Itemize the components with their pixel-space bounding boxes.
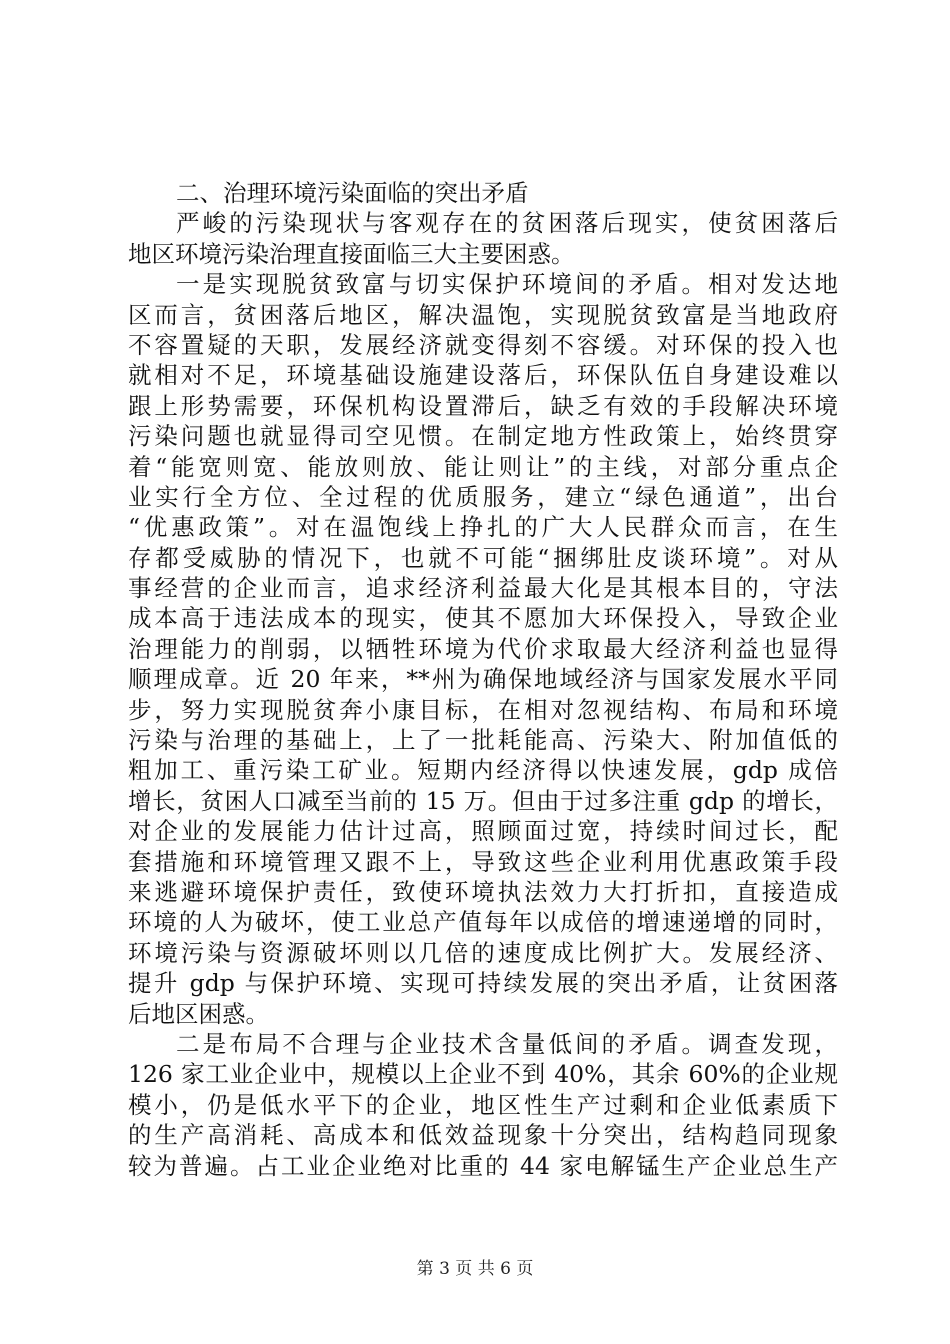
paragraph-line: 着“能宽则宽、能放则放、能让则让”的主线，对部分重点企 [128, 452, 838, 481]
paragraph-line: 存都受威胁的情况下，也就不可能“捆绑肚皮谈环境”。对从 [128, 543, 838, 572]
paragraph-line: 污染与治理的基础上，上了一批耗能高、污染大、附加值低的 [128, 726, 838, 755]
paragraph-line: 提升 gdp 与保护环境、实现可持续发展的突出矛盾，让贫困落 [128, 969, 838, 998]
paragraph-line: 二是布局不合理与企业技术含量低间的矛盾。调查发现， [176, 1029, 838, 1058]
paragraph-line: 套措施和环境管理又跟不上，导致这些企业利用优惠政策手段 [128, 847, 838, 876]
paragraph-line: 一是实现脱贫致富与切实保护环境间的矛盾。相对发达地 [176, 270, 838, 299]
paragraph-line: 区而言，贫困落后地区，解决温饱，实现脱贫致富是当地政府 [128, 300, 838, 329]
paragraph-line: 对企业的发展能力估计过高，照顾面过宽，持续时间过长，配 [128, 817, 838, 846]
paragraph-line: “优惠政策”。对在温饱线上挣扎的广大人民群众而言，在生 [128, 513, 838, 542]
paragraph-line: 的生产高消耗、高成本和低效益现象十分突出，结构趋同现象 [128, 1121, 838, 1150]
paragraph-line: 环境的人为破坏，使工业总产值每年以成倍的增速递增的同时， [128, 908, 838, 937]
paragraph-line: 顺理成章。近 20 年来，**州为确保地域经济与国家发展水平同 [128, 665, 838, 694]
paragraph-line: 治理能力的削弱，以牺牲环境为代价求取最大经济利益也显得 [128, 634, 838, 663]
paragraph-line: 就相对不足，环境基础设施建设落后，环保队伍自身建设难以 [128, 361, 838, 390]
paragraph-line: 成本高于违法成本的现实，使其不愿加大环保投入，导致企业 [128, 604, 838, 633]
document-body [128, 178, 838, 1181]
paragraph-line: 后地区困惑。 [128, 999, 269, 1028]
paragraph-line: 步，努力实现脱贫奔小康目标，在相对忽视结构、布局和环境 [128, 695, 838, 724]
paragraph-line: 较为普遍。占工业企业绝对比重的 44 家电解锰生产企业总生产 [128, 1151, 838, 1180]
section-heading: 二、治理环境污染面临的突出矛盾 [176, 179, 529, 207]
paragraph-line: 事经营的企业而言，追求经济利益最大化是其根本目的，守法 [128, 574, 838, 603]
page-footer: 第 3 页 共 6 页 [416, 1259, 534, 1279]
paragraph-line: 环境污染与资源破坏则以几倍的速度成比例扩大。发展经济、 [128, 938, 838, 967]
paragraph-line: 污染问题也就显得司空见惯。在制定地方性政策上，始终贯穿 [128, 422, 838, 451]
paragraph-line: 模小，仍是低水平下的企业，地区性生产过剩和企业低素质下 [128, 1090, 838, 1119]
paragraph-line: 跟上形势需要，环保机构设置滞后，缺乏有效的手段解决环境 [128, 391, 838, 420]
paragraph-line: 来逃避环境保护责任，致使环境执法效力大打折扣，直接造成 [128, 877, 838, 906]
paragraph-line: 增长，贫困人口减至当前的 15 万。但由于过多注重 gdp 的增长， [128, 786, 838, 815]
paragraph-line: 地区环境污染治理直接面临三大主要困惑。 [128, 239, 575, 268]
paragraph-line: 严峻的污染现状与客观存在的贫困落后现实，使贫困落后 [176, 209, 838, 238]
paragraph-line: 不容置疑的天职，发展经济就变得刻不容缓。对环保的投入也 [128, 330, 838, 359]
paragraph-line: 业实行全方位、全过程的优质服务，建立“绿色通道”，出台 [128, 482, 838, 511]
paragraph-line: 126 家工业企业中，规模以上企业不到 40%，其余 60%的企业规 [128, 1060, 838, 1089]
paragraph-line: 粗加工、重污染工矿业。短期内经济得以快速发展，gdp 成倍 [128, 756, 838, 785]
